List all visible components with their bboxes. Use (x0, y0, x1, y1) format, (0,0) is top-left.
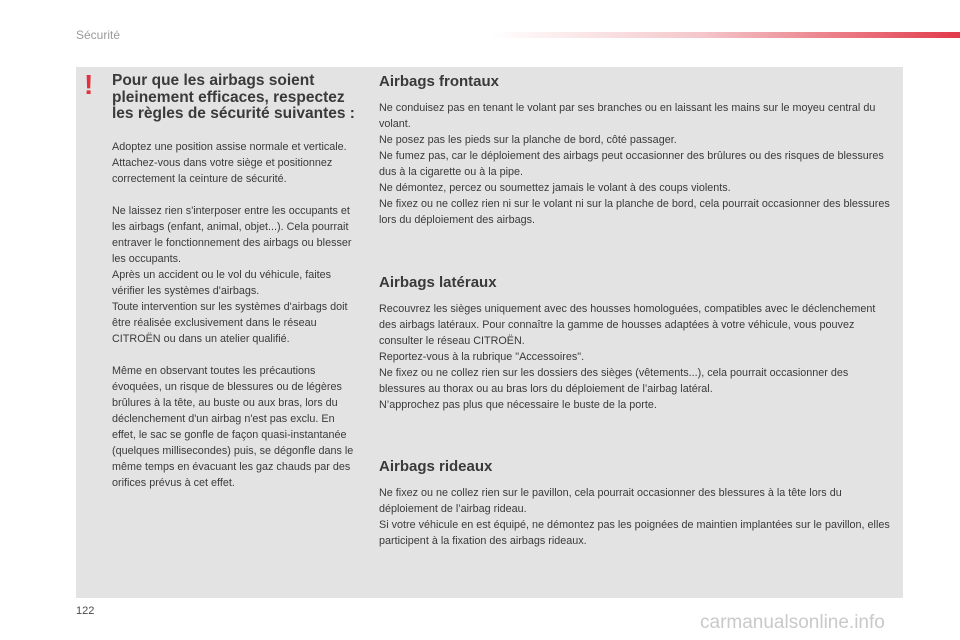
warning-title: Pour que les airbags soient pleinement efficaces, respectez les règles de sécurité suivantes : (112, 72, 355, 122)
watermark: carmanualsonline.info (700, 612, 885, 633)
section-heading: Airbags rideaux (379, 458, 493, 475)
warning-column (112, 73, 360, 507)
section-heading: Airbags latéraux (379, 274, 497, 291)
exclamation-icon: ! (84, 69, 94, 100)
header-accent-bar (490, 32, 960, 38)
section-title: Sécurité (76, 28, 121, 42)
section-front-airbags (379, 73, 894, 228)
section-text: Ne fixez ou ne collez rien sur le pavillon, cela pourrait occasionner des blessures à la tête lors du déploiement de l’airbag rideau. Si votre véhicule en est équipé, ne démontez pas les poignées de maintien implantées sur le pavillon, elles participent à la fixation des airbags rideaux. (379, 487, 890, 547)
warning-paragraph: Ne laissez rien s'interposer entre les occupants et les airbags (enfant, animal, objet...). Cela pourrait entraver le fonctionnement des airbags ou blesser les occupants. Après un accident ou le vol du véhicule, faites vérifier les systèmes d'airbags. Toute intervention sur les systèmes d'airbags doit être réalisée exclusivement dans le réseau CITROËN ou dans un atelier qualifié. (112, 204, 352, 345)
section-curtain-airbags (379, 458, 894, 549)
page-number: 122 (76, 605, 95, 617)
warning-paragraph: Adoptez une position assise normale et verticale. Attachez-vous dans votre siège et positionnez correctement la ceinture de sécurité. (112, 140, 347, 185)
section-text: Ne conduisez pas en tenant le volant par ses branches ou en laissant les mains sur le moyeu central du volant. Ne posez pas les pieds sur la planche de bord, côté passager. Ne fumez pas, car le déploiement des airbags peut occasionner des brûlures ou des risques de blessures dus à la cigarette ou à la pipe. Ne démontez, percez ou soumettez jamais le volant à des coups violents. Ne fixez ou ne collez rien ni sur le volant ni sur la planche de bord, cela pourrait occasionner des blessures lors du déploiement des airbags. (379, 102, 890, 226)
section-text: Recouvrez les sièges uniquement avec des housses homologuées, compatibles avec le déclenchement des airbags latéraux. Pour connaître la gamme de housses adaptées à votre véhicule, vous pouvez consulter le réseau CITROËN. Reportez-vous à la rubrique "Accessoires". Ne fixez ou ne collez rien sur les dossiers des sièges (vêtements...), cela pourrait occasionner des blessures au thorax ou au bras lors du déploiement de l’airbag latéral. N’approchez pas plus que nécessaire le buste de la porte. (379, 303, 876, 411)
section-heading: Airbags frontaux (379, 73, 500, 90)
warning-paragraph: Même en observant toutes les précautions évoquées, un risque de blessures ou de légères brûlures à la tête, au buste ou aux bras, lors du déclenchement d'un airbag n'est pas exclu. En effet, le sac se gonfle de façon quasi-instantanée (quelques millisecondes) puis, se dégonfle dans le même temps en évacuant les gaz chauds par des orifices prévus à cet effet. (112, 364, 354, 489)
section-side-airbags (379, 274, 894, 413)
